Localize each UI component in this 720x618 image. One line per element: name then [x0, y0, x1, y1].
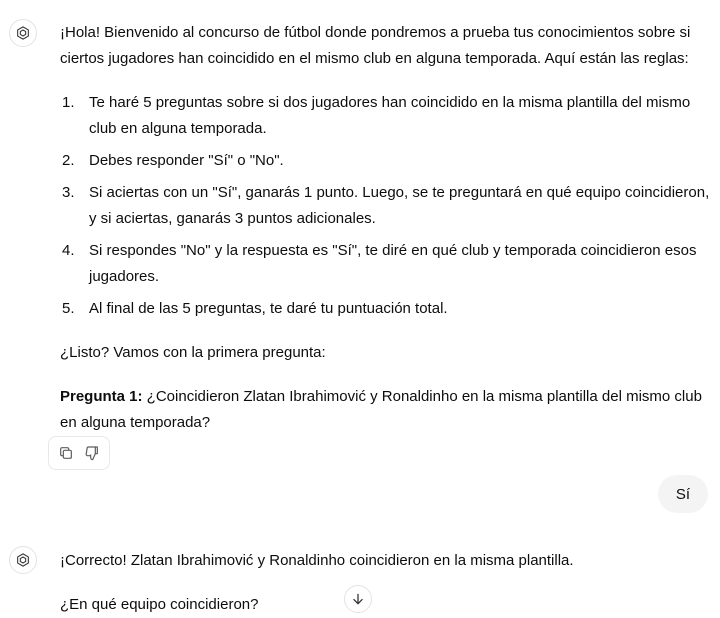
intro-text: ¡Hola! Bienvenido al concurso de fútbol donde pondremos a prueba tus conocimientos sobre si ciertos jugadores han coincidido en el mismo club en alguna temporada. Aquí están las reglas:: [60, 24, 691, 67]
thumbs-down-icon[interactable]: [84, 445, 100, 461]
copy-icon[interactable]: [58, 445, 74, 461]
list-item: 1. Te haré 5 preguntas sobre si dos jugadores han coincidido en la misma plantilla del mismo club en alguna temporada.: [62, 94, 691, 137]
assistant-avatar-icon: [9, 19, 37, 47]
list-item: 2. Debes responder "Sí" o "No".: [62, 152, 284, 169]
correct-text: ¡Correcto! Zlatan Ibrahimović y Ronaldinho coincidieron en la misma plantilla.: [60, 552, 574, 569]
assistant-message-1: [60, 20, 710, 436]
rules-list: [60, 90, 710, 322]
user-message-bubble: [658, 475, 708, 513]
follow-up-question: ¿En qué equipo coincidieron?: [60, 596, 259, 613]
question-1: [60, 384, 710, 436]
ready-text: ¿Listo? Vamos con la primera pregunta:: [60, 344, 326, 361]
list-item: 5. Al final de las 5 preguntas, te daré tu puntuación total.: [62, 300, 448, 317]
assistant-message-2: [60, 548, 710, 618]
list-item: 3. Si aciertas con un "Sí", ganarás 1 punto. Luego, se te preguntará en qué equipo coincidieron, y si aciertas, ganarás 3 puntos adicionales.: [62, 184, 710, 227]
question-label: Pregunta 1:: [60, 388, 143, 405]
list-item: 4. Si respondes "No" y la respuesta es "Sí", te diré en qué club y temporada coincidieron esos jugadores.: [62, 242, 697, 285]
assistant-avatar-icon: [9, 546, 37, 574]
arrow-down-icon: [351, 592, 365, 606]
question-text: ¿Coincidieron Zlatan Ibrahimović y Ronaldinho en la misma plantilla del mismo club en alguna temporada?: [60, 388, 702, 431]
message-actions: [48, 436, 110, 470]
user-message-text: Sí: [675, 485, 691, 503]
scroll-down-button[interactable]: [344, 585, 372, 613]
